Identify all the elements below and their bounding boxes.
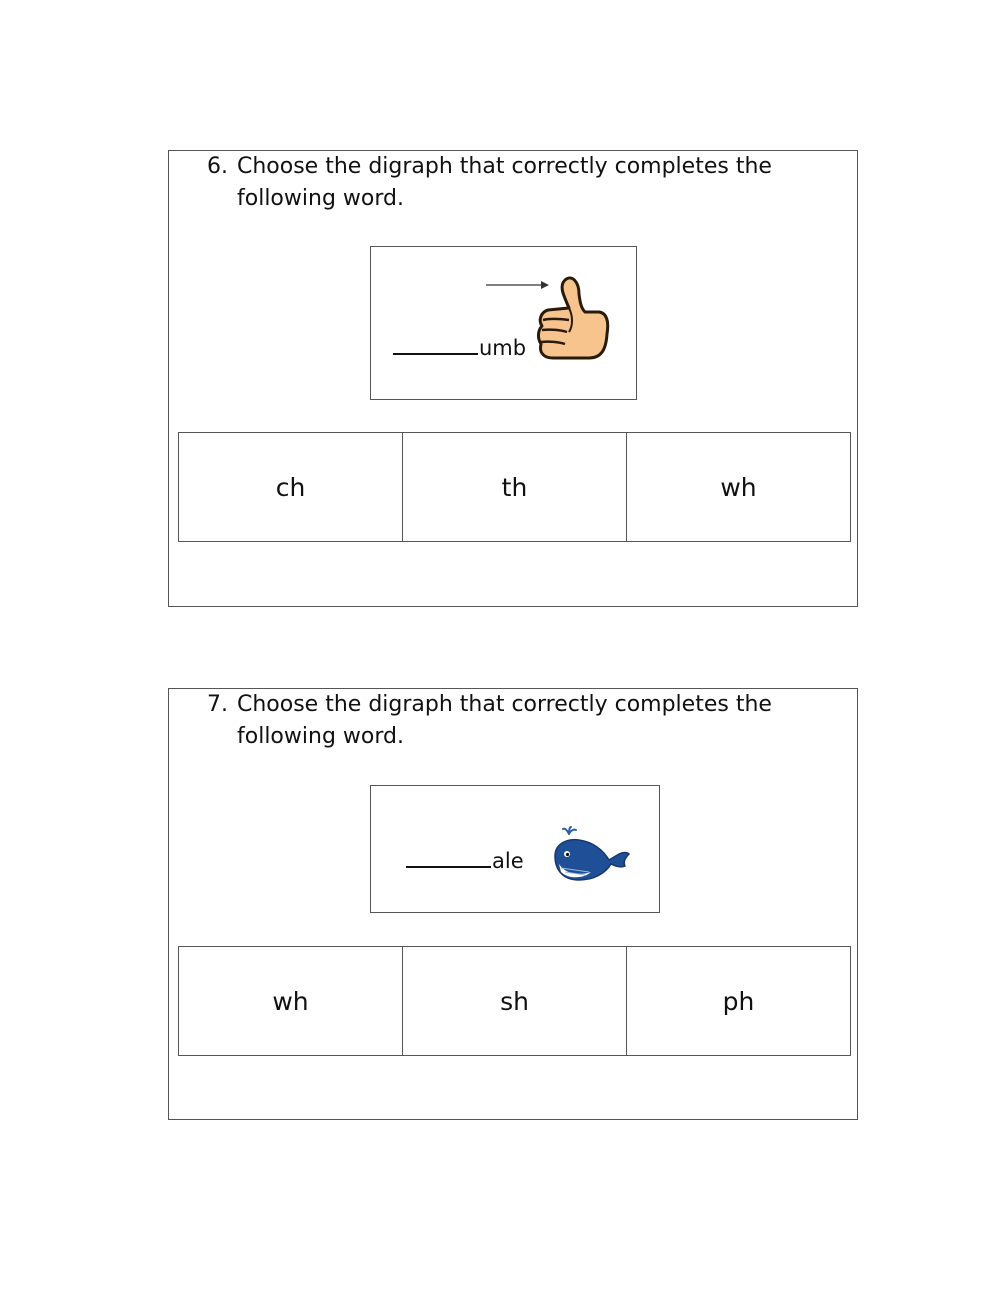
option-ch[interactable]: ch [179, 433, 403, 541]
answer-options [178, 946, 851, 1056]
question-prompt [207, 151, 772, 215]
question-7-card [168, 688, 858, 1120]
option-wh[interactable]: wh [179, 947, 403, 1055]
thumbs-up-icon [481, 272, 611, 367]
incomplete-word [406, 848, 524, 873]
question-number: 7. [207, 692, 228, 717]
option-sh[interactable]: sh [403, 947, 627, 1055]
prompt-line-1: Choose the digraph that correctly completes the [237, 692, 772, 717]
question-prompt [207, 689, 772, 753]
question-6-card [168, 150, 858, 607]
word-suffix: ale [492, 849, 524, 873]
word-picture-box [370, 785, 660, 913]
word-suffix: umb [479, 336, 527, 360]
word-picture-box [370, 246, 637, 400]
word-blank [406, 848, 491, 868]
prompt-line-2: following word. [237, 724, 404, 749]
option-th[interactable]: th [403, 433, 627, 541]
answer-options [178, 432, 851, 542]
option-ph[interactable]: ph [722, 986, 755, 1016]
option-wh[interactable]: wh [720, 472, 757, 502]
question-number: 6. [207, 154, 228, 179]
word-blank [393, 335, 478, 355]
prompt-line-2: following word. [237, 186, 404, 211]
whale-icon [549, 826, 631, 888]
prompt-line-1: Choose the digraph that correctly completes the [237, 154, 772, 179]
